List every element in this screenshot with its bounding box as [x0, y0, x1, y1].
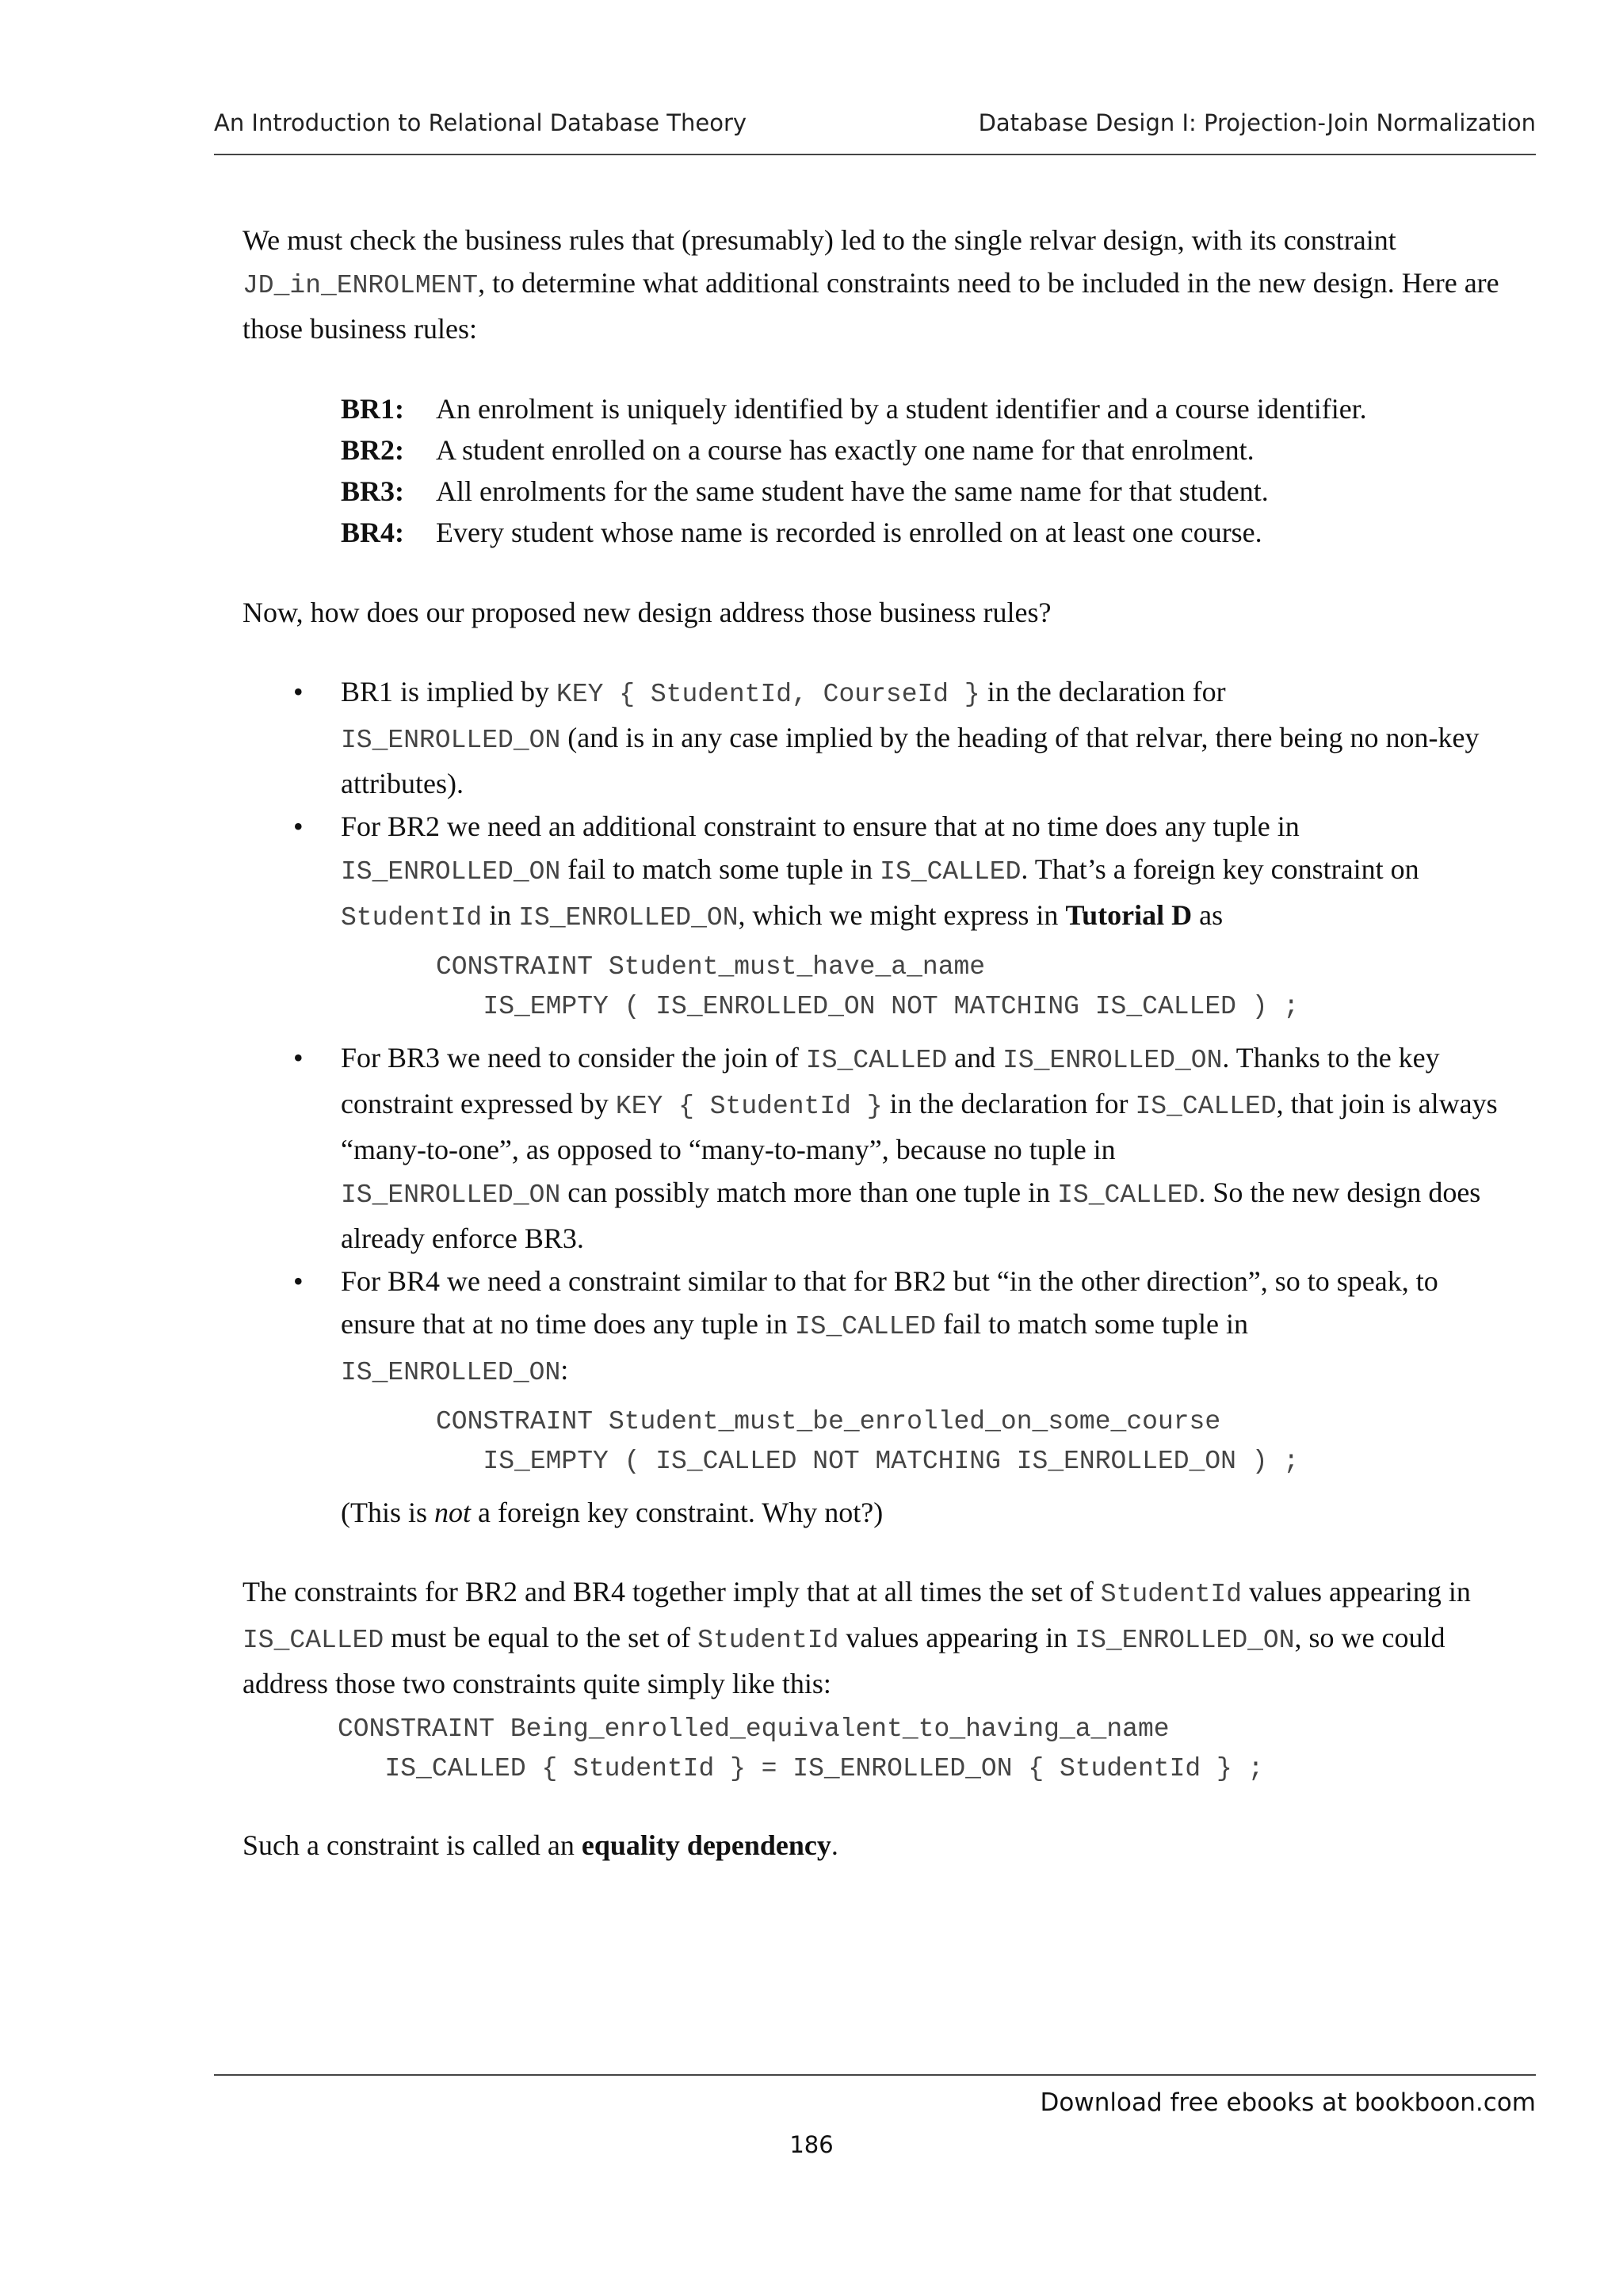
- question-paragraph: Now, how does our proposed new design address those business rules?: [242, 597, 1052, 628]
- code-block-equality: CONSTRAINT Being_enrolled_equivalent_to_having_a_name IS_CALLED { StudentId } = IS_ENROLLED_ON { StudentId } ;: [338, 1714, 1264, 1783]
- bullet-marker: •: [293, 1042, 304, 1074]
- bullet-br4: • For BR4 we need a constraint similar to that for BR2 but “in the other direction”, so to speak, to ensure that at no time does any tuple in IS_CALLED fail to match some tuple in IS_ENROLLED_ON: CONSTRAINT Student_must_be_enrolled_on_some_course IS_EMPTY ( IS_CALLED NOT MATCHING IS_ENROLLED_ON ) ; (This is not a foreign key constraint. Why not?): [288, 1260, 1510, 1534]
- business-rule: [341, 388, 1510, 429]
- rule-text: A student enrolled on a course has exactly one name for that enrolment.: [436, 434, 1254, 466]
- bullet-br3: • For BR3 we need to consider the join of IS_CALLED and IS_ENROLLED_ON. Thanks to the key constraint expressed by KEY { StudentId } in the declaration for IS_CALLED, that join is always “many-to-one”, as opposed to “many-to-many”, because no tuple in IS_ENROLLED_ON can possibly match more than one tuple in IS_CALLED. So the new design does already enforce BR3.: [288, 1036, 1510, 1260]
- header-book-title: An Introduction to Relational Database Theory: [214, 109, 747, 136]
- page-number: 186: [789, 2131, 834, 2158]
- summary-paragraph: The constraints for BR2 and BR4 together imply that at all times the set of StudentId values appearing in IS_CALLED must be equal to the set of StudentId values appearing in IS_ENROLLED_ON, so we could address those two constraints quite simply like this:: [242, 1576, 1471, 1699]
- intro-paragraph: We must check the business rules that (presumably) led to the single relvar design, with its constraint JD_in_ENROLMENT, to determine what additional constraints need to be included in the new design. Here are those business rules:: [242, 224, 1499, 345]
- rule-text: Every student whose name is recorded is enrolled on at least one course.: [436, 517, 1262, 548]
- rule-text: All enrolments for the same student have the same name for that student.: [436, 475, 1269, 507]
- business-rules-list: [341, 388, 1510, 553]
- footer-divider: [214, 2074, 1536, 2076]
- rule-id: BR2:: [341, 434, 404, 466]
- rule-id: BR4:: [341, 517, 404, 548]
- rule-id: BR1:: [341, 393, 404, 425]
- footer-download-link[interactable]: Download free ebooks at bookboon.com: [1040, 2088, 1536, 2117]
- bullet-marker: •: [293, 676, 304, 707]
- business-rule: [341, 429, 1510, 471]
- bullet-marker: •: [293, 1265, 304, 1297]
- rule-text: An enrolment is uniquely identified by a student identifier and a course identifier.: [436, 393, 1367, 425]
- bullet-marker: •: [293, 810, 304, 842]
- code-block-br4: CONSTRAINT Student_must_be_enrolled_on_some_course IS_EMPTY ( IS_CALLED NOT MATCHING IS_ENROLLED_ON ) ;: [436, 1407, 1300, 1476]
- bullet-br2: • For BR2 we need an additional constraint to ensure that at no time does any tuple in IS_ENROLLED_ON fail to match some tuple in IS_CALLED. That’s a foreign key constraint on StudentId in IS_ENROLLED_ON, which we might express in Tutorial D as CONSTRAINT Student_must_have_a_name IS_EMPTY ( IS_ENROLLED_ON NOT MATCHING IS_CALLED ) ;: [288, 805, 1510, 1027]
- header-chapter-title: Database Design I: Projection-Join Normalization: [978, 109, 1536, 136]
- closing-paragraph: Such a constraint is called an equality dependency.: [242, 1829, 838, 1861]
- business-rule: [341, 512, 1510, 553]
- page-body: [242, 219, 1510, 1867]
- business-rule: [341, 471, 1510, 512]
- code-block-br2: CONSTRAINT Student_must_have_a_name IS_EMPTY ( IS_ENROLLED_ON NOT MATCHING IS_CALLED ) ;: [436, 952, 1300, 1021]
- rule-id: BR3:: [341, 475, 404, 507]
- analysis-bullet-list: [288, 670, 1510, 1534]
- foreign-key-note: (This is not a foreign key constraint. Why not?): [341, 1497, 884, 1528]
- bullet-br1: • BR1 is implied by KEY { StudentId, CourseId } in the declaration for IS_ENROLLED_ON (and is in any case implied by the heading of that relvar, there being no non-key attributes).: [288, 670, 1510, 805]
- header-divider: [214, 154, 1536, 155]
